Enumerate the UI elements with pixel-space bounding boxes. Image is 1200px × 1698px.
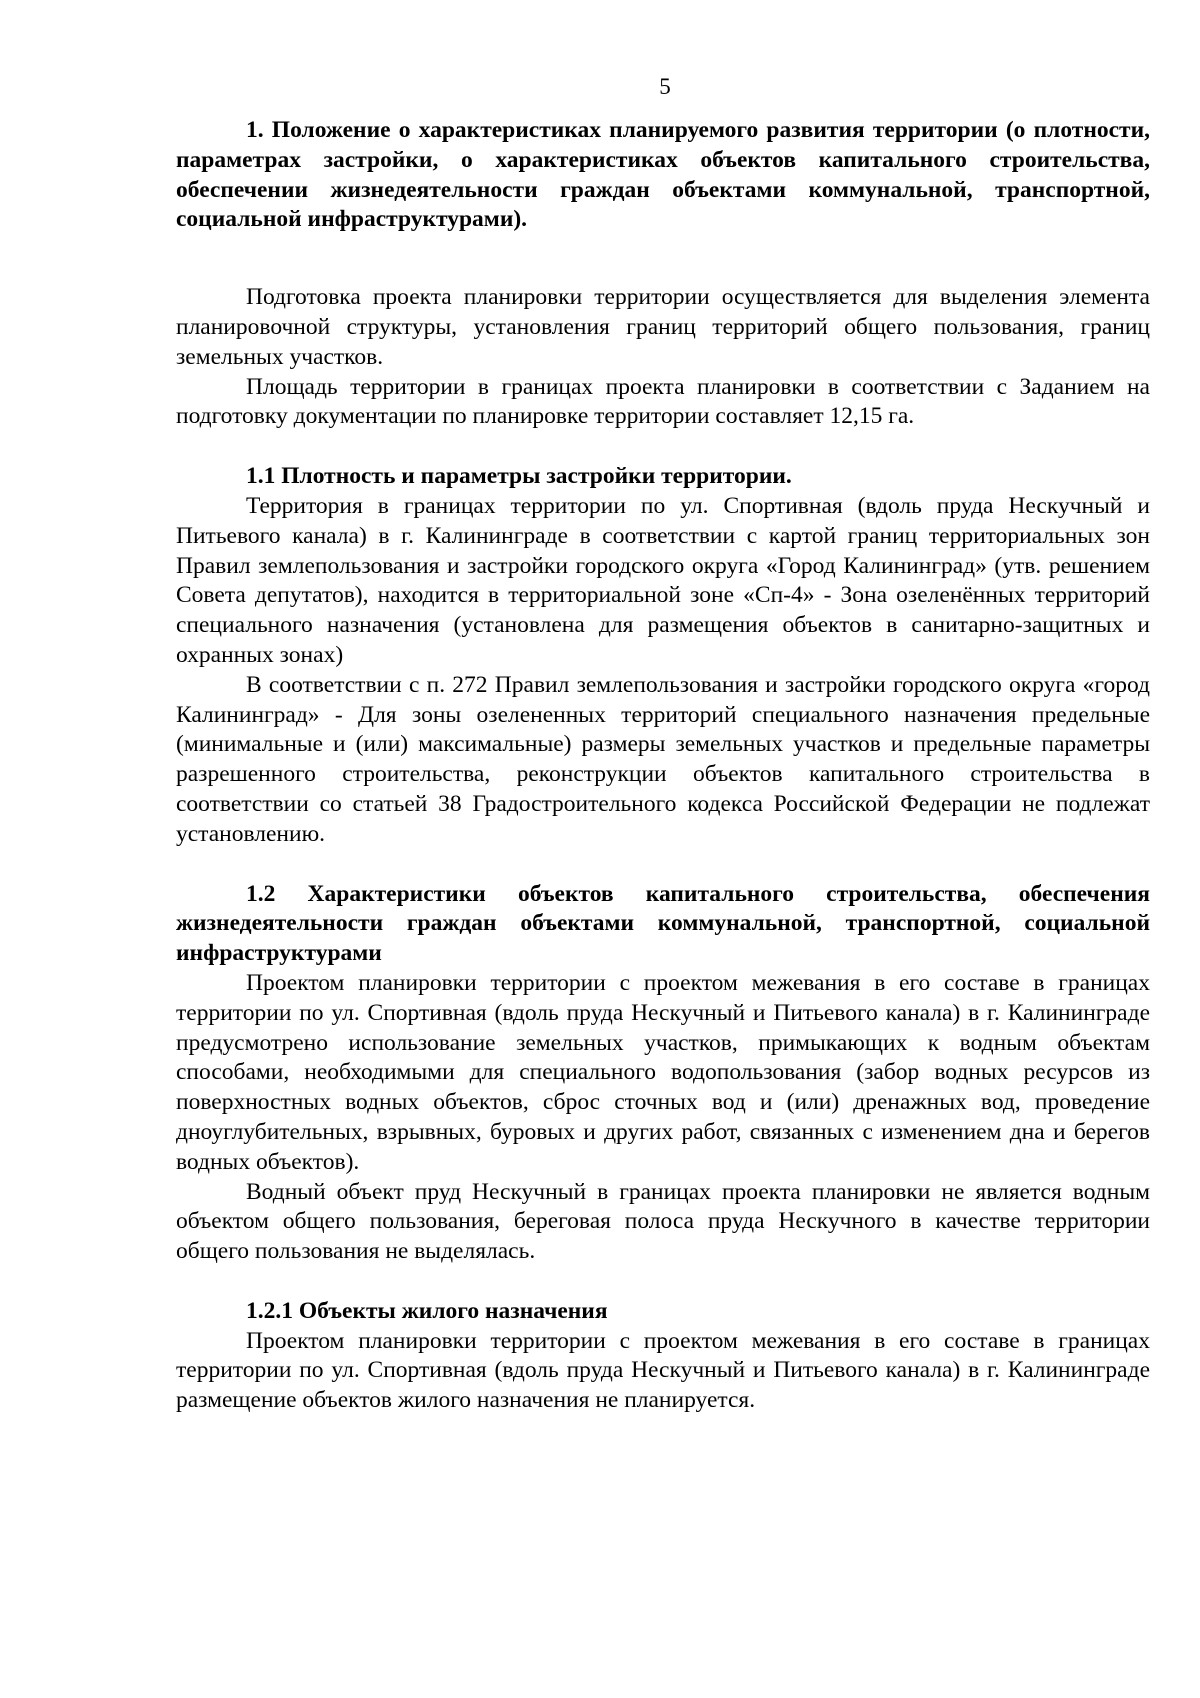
page-number: 5 — [659, 74, 671, 99]
section-1-2-1-paragraph-1: Проектом планировки территории с проектом межевания в его составе в границах территории по ул. Спортивная (вдоль пруда Нескучный и Питьевого канала) в г. Калининграде размещение объектов жилого назначения не планируется. — [176, 1327, 1150, 1414]
section-1-1-paragraph-2: В соответствии с п. 272 Правил землепользования и застройки городского округа «город Калининград» - Для зоны озелененных территорий специального назначения предельные (минимальные и (или) максимальные) размеры земельных участков и предельные параметры разрешенного строительства, реконструкции объектов капитального строительства в соответствии со статьей 38 Градостроительного кодекса Российской Федерации не подлежат установлению. — [176, 671, 1150, 847]
section-1-heading: 1. Положение о характеристиках планируемого развития территории (о плотности, параметрах застройки, о характеристиках объектов капитального строительства, обеспечении жизнедеятельности граждан объектами коммунальной, транспортной, социальной инфраструктурами). — [176, 117, 1150, 233]
section-1-paragraph-1: Подготовка проекта планировки территории осуществляется для выделения элемента планировочной структуры, установления границ территорий общего пользования, границ земельных участков. — [176, 284, 1150, 370]
section-1-1-paragraph-1: Территория в границах территории по ул. Спортивная (вдоль пруда Нескучный и Питьевого канала) в г. Калининграде в соответствии с картой границ территориальных зон Правил землепользования и застройки городского округа «Город Калининград» (утв. решением Совета депутатов), находится в территориальной зоне «Сп-4» - Зона озеленённых территорий специального назначения (установлена для размещения объектов в санитарно-защитных и охранных зонах) — [176, 492, 1150, 668]
section-1-2-1-heading: 1.2.1 Объекты жилого назначения — [246, 1297, 608, 1324]
section-1-1-heading: 1.1 Плотность и параметры застройки территории. — [246, 463, 792, 490]
spacer — [176, 235, 1150, 283]
spacer — [176, 1267, 1150, 1297]
document-body — [176, 116, 1150, 1416]
spacer — [176, 850, 1150, 880]
section-1-2-paragraph-2: Водный объект пруд Нескучный в границах проекта планировки не является водным объектом общего пользования, береговая полоса пруда Нескучного в качестве территории общего пользования не выделялась. — [176, 1178, 1150, 1265]
section-1-paragraph-2: Площадь территории в границах проекта планировки в соответствии с Заданием на подготовку документации по планировке территории составляет 12,15 га. — [176, 373, 1150, 430]
section-1-2-heading: 1.2 Характеристики объектов капитального строительства, обеспечения жизнедеятельности граждан объектами коммунальной, транспортной, социальной инфраструктурами — [176, 880, 1150, 967]
spacer — [176, 432, 1150, 462]
section-1-2-paragraph-1: Проектом планировки территории с проектом межевания в его составе в границах территории по ул. Спортивная (вдоль пруда Нескучный и Питьевого канала) в г. Калининграде предусмотрено использование земельных участков, примыкающих к водным объектам способами, необходимыми для специального водопользования (забор водных ресурсов из поверхностных водных объектов, сброс сточных вод и (или) дренажных вод, проведение дноуглубительных, взрывных, буровых и других работ, связанных с изменением дна и берегов водных объектов). — [176, 969, 1150, 1175]
